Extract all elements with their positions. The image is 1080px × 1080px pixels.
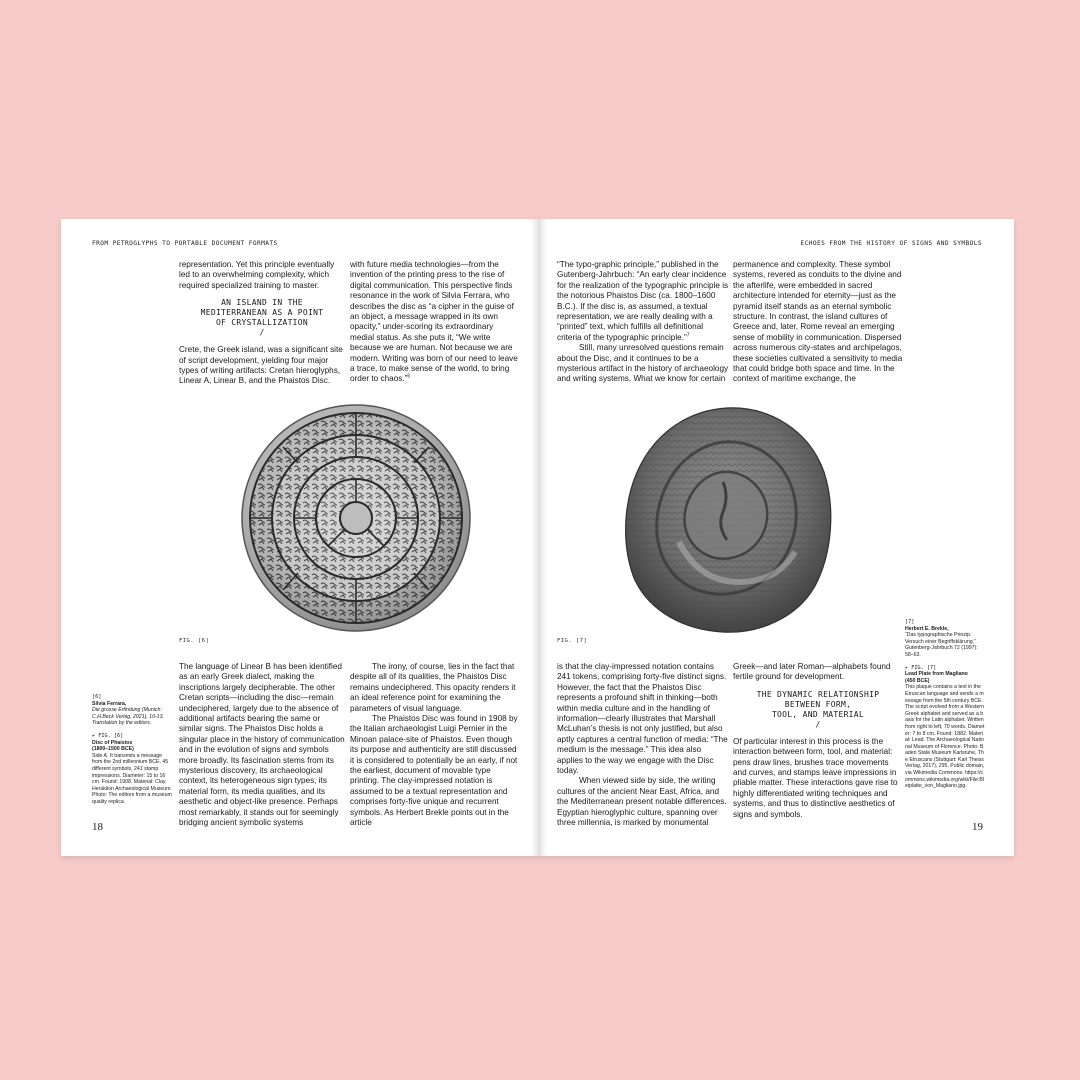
left-col1-bottom: [179, 662, 345, 829]
left-col2-bottom-p1: The irony, of course, lies in the fact that despite all of its qualities, the Phaistos Disc remains undeciphered. This opacity renders it an ideal reference point for examining the parameters of visual language.: [350, 662, 516, 713]
right-col1-top-p2: Still, many unresolved questions remain about the Disc, and it continues to be a mysterious artifact in the history of archaeology and writing systems. What we know for certain: [557, 343, 729, 384]
right-figure-caption-text: This plaque contains a text in the Etruscan language and sends a message from the 5th century BCE. The script evolved from a Western Greek alphabet and served as a basis for the Latin alphabet. Written from right to left, 70 words. Diameter: 7 to 8 cm. Found: 1882. Material: Lead. The Archaeological National Museum of Florence. Photo: Baden State Museum Karlsruhe, The Etruscans (Stuttgart: Karl Theiss Verlag, 2017), 295. Public domain, via Wikimedia Commons. https://commons.wikimedia.org/wiki/File:Bleiplatte_von_Magliano.jpg.: [905, 684, 985, 790]
right-col2-bottom: [733, 662, 903, 820]
left-col2-bottom-p2: The Phaistos Disc was found in 1908 by the Italian archaeologist Luigi Pernier in the Minoan palace-site of Phaistos. Even though its purpose and authenticity are still discussed it is considered to potentially be an early, if not the earliest, document of movable type printing. The clay-impressed notation is assumed to be a textual representation and comprises forty-five unique and recurrent symbols. As Herbert Brekle points out in the article: [350, 714, 518, 828]
left-page-number: 18: [92, 821, 103, 833]
left-col1-top-text: representation. Yet this principle eventually led to an overwhelming complexity, which required specialized training to master.: [179, 260, 335, 290]
right-page-number: 19: [972, 821, 983, 833]
left-subhead-line-3: OF CRYSTALLIZATION: [215, 318, 309, 328]
right-footnote-text: “Das typographische Prinzip. Versuch einer Begriffsklärung,” Gutenberg-Jahrbuch 72 (1997): 58–63.: [905, 632, 978, 658]
left-running-head: FROM PETROGLYPHS TO PORTABLE DOCUMENT FORMATS: [92, 240, 278, 247]
right-col2-bottom-p1: Greek—and later Roman—alphabets found fertile ground for development.: [733, 662, 891, 682]
left-subhead-line-1: AN ISLAND IN THE: [221, 298, 303, 308]
left-figure-caption-text: Side A. It transmits a message from the 2nd millennium BCE. 45 different symbols, 241 stamp impressions. Diameter: 15 to 16 cm. Found: 1908. Material: Clay. Heraklion Archaeological Museum. Photo: The editors from a museum quality replica.: [92, 752, 172, 805]
right-col2-bottom-p2: Of particular interest in this process is the interaction between form, tool, and material: pens draw lines, brushes trace movements and curves, and stamps leave impressions in pliable matter. These interactions gave rise to highly differentiated writing techniques and systems, and thus to distinctive aesthetics of signs and symbols.: [733, 736, 898, 819]
left-col2-bottom: [350, 662, 518, 829]
left-figure-caption: [92, 733, 172, 806]
book-gutter: [531, 219, 547, 856]
left-col2-top-text: with future media technologies—from the invention of the printing press to the rise of digital communication. This perspective finds resonance in the work of Silvia Ferrara, who describes the disc as “a cipher in the guise of an object, a message wrapped in its own opacity,” under-scoring its extraordinary medial status. As she puts it, “We write because we are human. Not because we are modern. Writing was born of our need to leave a trace, to make sense of the world, to bring order to chaos.”: [350, 260, 518, 384]
left-col2-footnote-ref: 6: [407, 373, 411, 380]
lead-plate-image: [619, 402, 839, 638]
right-subhead-slash: /: [815, 719, 821, 729]
right-footnote-author: Herbert E. Brekle,: [905, 625, 949, 632]
left-footnote-author: Silvia Ferrara,: [92, 700, 127, 707]
left-subhead-slash: /: [259, 328, 265, 338]
right-subhead-line-1: THE DYNAMIC RELATIONSHIP: [756, 689, 880, 699]
left-col2-top: [350, 260, 518, 385]
right-col1-bottom-p1: is that the clay-impressed notation contains 241 tokens, comprising forty-five distinct signs. However, the fact that the Phaistos Disc represents a profound shift in thinking—both within media culture and in the handling of information—clearly illustrates that Marshall McLuhan’s thesis is not only justified, but also aptly captures a central function of media: “The medium is the message.” This idea also applies to the way we engage with the Disc today.: [557, 662, 728, 776]
right-col2-top-text: permanence and complexity. These symbol systems, revered as conduits to the divine and the afterlife, were embedded in sacred architecture intended for eternity—just as the pyramid itself stands as an eternal symbolic structure. In contrast, the island cultures of Greece and, later, Rome reveal an emerging sense of mobility in communication. Dispersed across numerous city-states and archipelagos, these societies cultivated a sensitivity to media that could bridge both space and time. In the context of maritime exchange, the: [733, 260, 903, 384]
left-footnote: [92, 694, 172, 727]
right-subhead: [733, 690, 903, 730]
right-subhead-line-3: TOOL, AND MATERIAL: [771, 709, 865, 719]
right-col1-bottom-p2: When viewed side by side, the writing cultures of the ancient Near East, Africa, and the Mediterranean present notable differences. Egyptian hieroglyphic culture, spanning over three millennia, is marked by monumental: [557, 776, 727, 828]
book-spread: [61, 219, 1014, 856]
left-figure-caption-title: Disc of Phaistos: [92, 739, 133, 746]
right-figure-caption-date: (450 BCE): [905, 677, 930, 684]
right-margin-notes: [905, 619, 985, 796]
right-col1-footnote-ref: 7: [686, 332, 690, 339]
right-fig-label: FIG. [7]: [557, 638, 588, 644]
left-fig-label: FIG. [6]: [179, 638, 210, 644]
left-margin-notes: [92, 694, 172, 812]
left-subhead: [179, 298, 345, 338]
right-footnote: [905, 619, 985, 659]
right-subhead-line-2: BETWEEN FORM,: [784, 699, 852, 709]
right-figure-caption: [905, 665, 985, 790]
right-col1-bottom: [557, 662, 729, 829]
right-footnote-number: [7]: [905, 619, 915, 625]
left-figure-caption-label: ▸ FIG. [6]: [92, 732, 124, 739]
right-col1-top: [557, 260, 729, 385]
left-col1-after-subhead: Crete, the Greek island, was a significant site of script development, yielding four major types of writing artifacts: Cretan hieroglyphs, Linear A, Linear B, and the Phaistos Disc.: [179, 345, 343, 386]
left-subhead-line-2: MEDITERRANEAN AS A POINT: [200, 308, 324, 318]
right-figure-caption-title: Lead Plate from Magliano: [905, 671, 968, 678]
left-figure-caption-date: (1800–1500 BCE): [92, 746, 134, 753]
left-footnote-text: Die grosse Erfindung (Munich: C.H.Beck Verlag, 2021), 10-13. Translation by the editors.: [92, 707, 164, 727]
right-figure-caption-label: ▸ FIG. [7]: [905, 664, 937, 671]
right-col2-top: [733, 260, 903, 385]
phaistos-disc-image: [239, 402, 473, 634]
right-running-head: ECHOES FROM THE HISTORY OF SIGNS AND SYMBOLS: [800, 240, 982, 247]
left-col1-top: [179, 260, 345, 387]
left-col1-bottom-text: The language of Linear B has been identified as an early Greek dialect, making the inscriptions largely decipherable. The other Cretan scripts—including the disc—remain undeciphered, largely due to the absence of additional artifacts bearing the same or similar signs. The Phaistos Disc holds a singular place in the history of communication and in the evolution of signs and symbols more broadly. Its fascination stems from its mysterious discovery, its archaeological context, its heterogeneous sign types, its material form, its media qualities, and its aesthetic and object-like presence. Perhaps most remarkably, it stands out for seemingly bridging ancient symbolic systems: [179, 662, 345, 828]
right-col1-top-p1: “The typo-graphic principle,” published in the Gutenberg-Jahrbuch: “An early clear incidence for the realization of the typographic principle is the notorious Phaistos Disc (ca. 1800–1600 B.C.). If the disc is, as assumed, a textual representation, we are really dealing with a “printed” text, which fulfills all definitional criteria of the typographic principle.”: [557, 260, 729, 342]
left-footnote-number: [6]: [92, 694, 102, 700]
